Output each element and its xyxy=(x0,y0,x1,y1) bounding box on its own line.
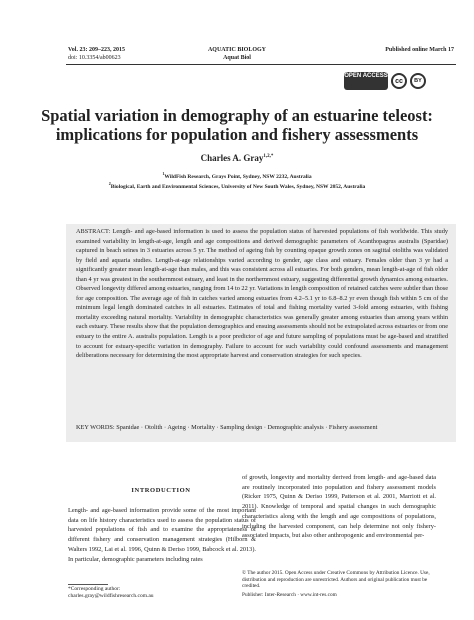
affiliation-1-text: WildFish Research, Grays Point, Sydney, NSW 2232, Australia xyxy=(164,173,312,180)
abstract-label: ABSTRACT: xyxy=(76,228,111,235)
intro-right-column: of growth, longevity and mortality derived from length- and age-based data are routinely incorporated into population and fishery assessment models (Ricker 1975, Quinn & Deriso 1999, Patterson et al. 2001, Marriott et al. 2011). Knowledge of temporal and spatial changes in such demographic characteristics along with the length and age compositions of populations, including the harvested component, can help determine not only fishery-associated impacts, but also other anthropogenic and environmental per- xyxy=(242,474,436,540)
footnote xyxy=(68,586,154,600)
published-date: Published online March 17 xyxy=(385,47,454,53)
affiliation-1-sup: 1 xyxy=(162,171,165,176)
journal-title: AQUATIC BIOLOGY xyxy=(207,47,267,53)
cc-label: cc xyxy=(395,77,403,85)
author-name: Charles A. Gray xyxy=(200,153,264,163)
footnote-label: *Corresponding author: xyxy=(68,586,121,592)
journal-volume-line: Vol. 23: 209–223, 2015 xyxy=(68,47,125,53)
journal-abbrev: Aquat Biol xyxy=(223,55,251,61)
cc-icon[interactable] xyxy=(391,73,407,89)
keywords-label: KEY WORDS: xyxy=(76,424,115,431)
by-icon[interactable] xyxy=(410,73,426,89)
title-line-2: implications for population and fishery assessments xyxy=(55,125,419,144)
affiliation-2-sup: 2 xyxy=(108,181,111,186)
open-access-icon[interactable] xyxy=(344,72,388,90)
doi-line[interactable]: doi: 10.3354/ab00623 xyxy=(68,55,121,61)
copyright-notice xyxy=(242,570,436,599)
footnote-divider xyxy=(68,584,108,585)
author-line xyxy=(0,153,474,163)
publisher-line: Publisher: Inter-Research · www.int-res.com xyxy=(242,592,337,599)
affiliation-2-text: Biological, Earth and Environmental Sciences, University of New South Wales, Sydney, NSW 2052, Australia xyxy=(110,183,366,190)
abstract-text: Length- and age-based information is used to assess the population status of harvested populations of fish worldwide. This study examined variability in length-at-age, length and age compositions and derived demographic parameters of Acanthopagrus australis (Sparidae) captured in beach seines in 3 estuaries across 5 yr. The method of ageing fish by counting opaque growth zones on sagittal otoliths was validated by field and aquaria studies. Length-at-age relationships varied according to gender, age class and estuary. Females older than 3 yr had a significantly greater mean length-at-age than males, and this was consistent across all estuaries. For both genders, mean length-at-age of fish older than 4 yr was greatest in the southernmost estuary, and least in the northernmost estuary, suggesting differential growth dynamics among estuaries. Observed longevity differed among estuaries, ranging from 14 to 22 yr. Variations in length composition of retained catches were subtler than those for age composition. The average age of fish in catches varied among estuaries from 4.2–5.1 yr to 6.8–8.2 yr even though fish within 5 cm of the minimum legal length dominated catches in all estuaries. Estimates of total and fishing mortality varied 3-fold among estuaries, with fishing mortality exceeding natural mortality. Variability in demographic characteristics was generally greater among estuaries than among years within each estuary. These results show that the population demographics and ensuing assessments should not be extrapolated across estuaries or from one estuary to the entire A. australis population. Length is a poor predictor of age and future sampling of populations must be age-based and stratified to account for estuary-specific variation in demography. Failure to account for such variability could confound assessments and management deliberations necessary for determining the most appropriate harvest and conservation strategies for such species. xyxy=(76,228,448,360)
by-label: BY xyxy=(414,78,422,84)
author-superscript: 1,2,* xyxy=(263,154,274,159)
intro-heading: INTRODUCTION xyxy=(131,487,191,494)
abstract xyxy=(76,227,448,361)
open-access-label: OPEN ACCESS xyxy=(344,73,388,79)
header-divider xyxy=(66,64,456,65)
license-badges xyxy=(344,72,426,90)
copyright-text: © The author 2015. Open Access under Creative Commons by Attribution Licence. Use, distribution and reproduction are unrestricted. Authors and original publication must be credited. xyxy=(242,570,430,590)
author-email-link[interactable]: charles.gray@wildfishresearch.com.au xyxy=(68,593,154,599)
keywords xyxy=(76,423,448,433)
keywords-text: Spanidae · Otolith · Ageing · Mortality · Sampling design · Demographic analysis · Fishery assessment xyxy=(116,424,378,431)
intro-left-column: Length- and age-based information provide some of the most important data on life history characteristics used to assess the population status of harvested populations of fish and to examine the appropriateness of different fishery and conservation management strategies (Hilborn & Walters 1992, Lai et al. 1996, Quinn & Deriso 1999, Babcock et al. 2013). In particular, demographic parameters including rates xyxy=(68,507,256,563)
affiliation-2 xyxy=(0,180,474,191)
title-line-1: Spatial variation in demography of an estuarine teleost: xyxy=(41,106,433,125)
article-title xyxy=(20,106,454,144)
